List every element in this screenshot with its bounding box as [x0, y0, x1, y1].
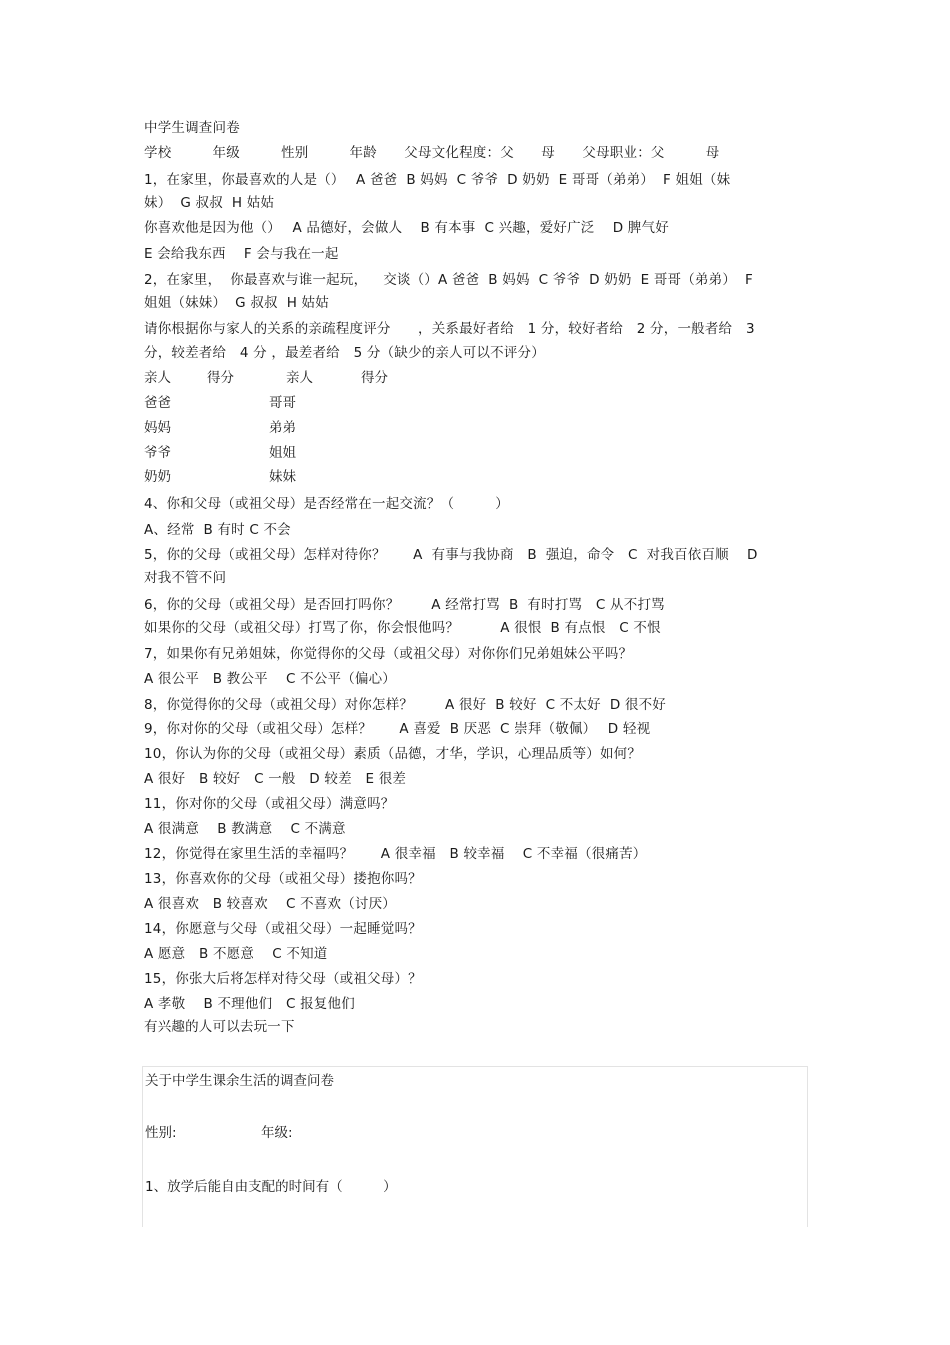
table-cell: 妈妈: [144, 420, 171, 436]
question-5-line-2: 对我不管不问: [144, 570, 227, 586]
question-5-line-1: 5，你的父母（或祖父母）怎样对待你？ A 有事与我协商 B 强迫，命令 C 对我百依百顺 D: [144, 547, 758, 563]
table-cell: 奶奶: [144, 469, 171, 485]
question-9: 9，你对你的父母（或祖父母）怎样？ A 喜爱 B 厌恶 C 崇拜（敬佩） D 轻视: [144, 721, 651, 737]
question-10: 10，你认为你的父母（或祖父母）素质（品德，才华，学识，心理品质等）如何？: [144, 746, 642, 762]
survey-2-question-1: 1、放学后能自由支配的时间有（ ）: [145, 1179, 397, 1195]
question-11-options: A 很满意 B 教满意 C 不满意: [144, 821, 346, 837]
question-14: 14，你愿意与父母（或祖父母）一起睡觉吗？: [144, 921, 422, 937]
question-7-options: A 很公平 B 教公平 C 不公平（偏心）: [144, 671, 396, 687]
table-header: 亲人: [286, 370, 313, 386]
question-6: 6，你的父母（或祖父母）是否回打吗你？ A 经常打骂 B 有时打骂 C 从不打骂: [144, 597, 665, 613]
table-cell: 爷爷: [144, 445, 171, 461]
question-3-line-1: 请你根据你与家人的关系的亲疏程度评分 ，关系最好者给 1 分，较好者给 2 分，一般者给 3: [144, 321, 755, 337]
survey-2-box: [142, 1066, 808, 1227]
question-2-line-1: 2，在家里， 你最喜欢与谁一起玩， 交谈（）A 爸爸 B 妈妈 C 爷爷 D 奶奶 E 哥哥（弟弟） F: [144, 272, 753, 288]
survey-title: 中学生调查问卷: [144, 120, 240, 136]
table-cell: 妹妹: [269, 469, 296, 485]
question-2-line-2: 姐姐（妹妹） G 叔叔 H 姑姑: [144, 295, 329, 311]
survey-fields: 学校 年级 性别 年龄 父母文化程度：父 母 父母职业：父 母: [144, 145, 720, 161]
question-1-line-2: 妹） G 叔叔 H 姑姑: [144, 195, 275, 211]
question-15-options: A 孝敬 B 不理他们 C 报复他们: [144, 996, 355, 1012]
question-1b-line-2: E 会给我东西 F 会与我在一起: [144, 246, 339, 262]
table-header: 亲人: [144, 370, 171, 386]
question-10-options: A 很好 B 较好 C 一般 D 较差 E 很差: [144, 771, 407, 787]
table-header: 得分: [207, 370, 234, 386]
footer-note: 有兴趣的人可以去玩一下: [144, 1019, 295, 1035]
question-4: 4、你和父母（或祖父母）是否经常在一起交流？（ ）: [144, 496, 509, 512]
question-1-line-1: 1，在家里，你最喜欢的人是（） A 爸爸 B 妈妈 C 爷爷 D 奶奶 E 哥哥（弟弟） F 姐姐（妹: [144, 172, 731, 188]
question-13-options: A 很喜欢 B 较喜欢 C 不喜欢（讨厌）: [144, 896, 396, 912]
table-cell: 哥哥: [269, 395, 296, 411]
question-15: 15，你张大后将怎样对待父母（或祖父母）？: [144, 971, 422, 987]
question-7: 7，如果你有兄弟姐妹，你觉得你的父母（或祖父母）对你你们兄弟姐妹公平吗？: [144, 646, 633, 662]
table-cell: 爸爸: [144, 395, 171, 411]
table-header: 得分: [361, 370, 388, 386]
question-13: 13，你喜欢你的父母（或祖父母）搂抱你吗？: [144, 871, 422, 887]
question-14-options: A 愿意 B 不愿意 C 不知道: [144, 946, 328, 962]
question-4-options: A、经常 B 有时 C 不会: [144, 522, 291, 538]
gender-label: 性别:: [145, 1125, 177, 1141]
grade-label: 年级:: [261, 1125, 293, 1141]
question-1b-line-1: 你喜欢他是因为他（） A 品德好，会做人 B 有本事 C 兴趣，爱好广泛 D 脾气好: [144, 220, 669, 236]
question-3-line-2: 分，较差者给 4 分 ，最差者给 5 分（缺少的亲人可以不评分）: [144, 345, 545, 361]
question-6b: 如果你的父母（或祖父母）打骂了你，你会恨他吗？ A 很恨 B 有点恨 C 不恨: [144, 620, 661, 636]
table-cell: 弟弟: [269, 420, 296, 436]
table-cell: 姐姐: [269, 445, 296, 461]
question-8: 8，你觉得你的父母（或祖父母）对你怎样？ A 很好 B 较好 C 不太好 D 很不好: [144, 697, 667, 713]
survey-2-title: 关于中学生课余生活的调查问卷: [145, 1073, 334, 1089]
question-11: 11，你对你的父母（或祖父母）满意吗？: [144, 796, 395, 812]
question-12: 12，你觉得在家里生活的幸福吗？ A 很幸福 B 较幸福 C 不幸福（很痛苦）: [144, 846, 647, 862]
